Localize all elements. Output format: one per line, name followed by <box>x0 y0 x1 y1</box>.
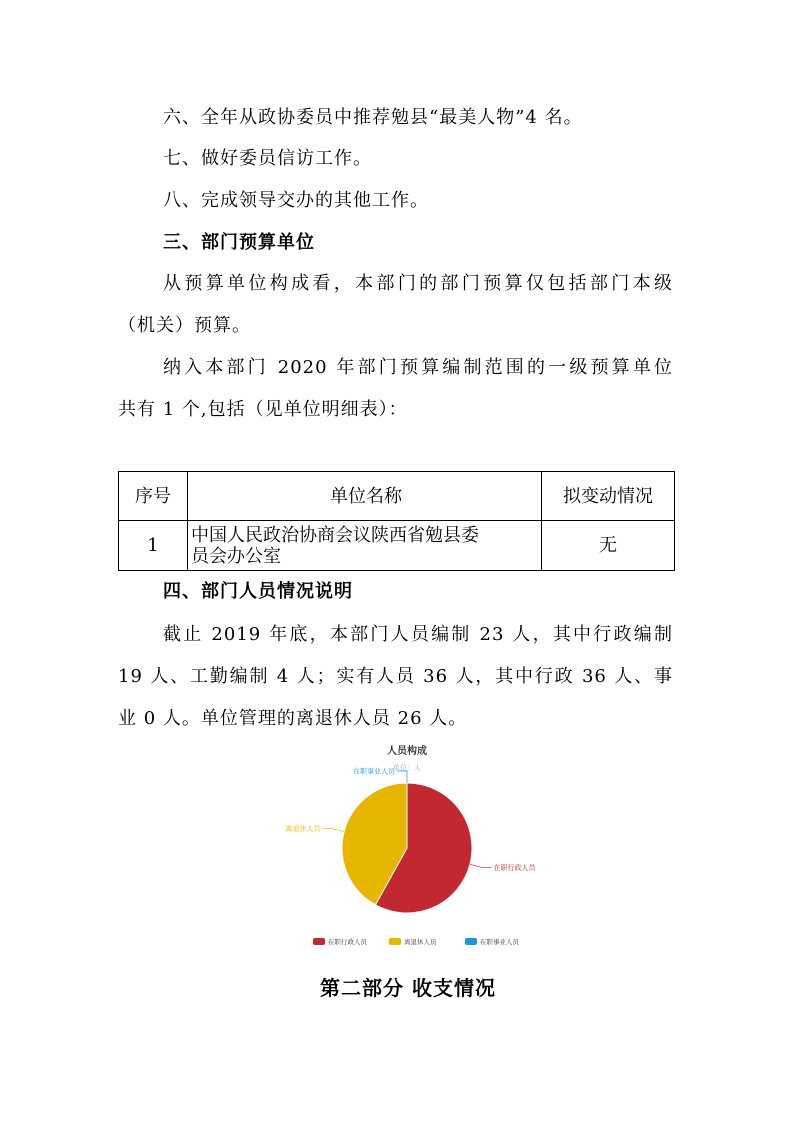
section-4-line3: 业 0 人。单位管理的离退休人员 26 人。 <box>118 708 468 729</box>
pie-slices <box>342 783 472 913</box>
pie-label-leader <box>397 771 407 783</box>
row-unit-name <box>188 521 542 571</box>
legend-label: 离退休人员 <box>404 938 437 946</box>
unit-detail-table <box>118 471 675 571</box>
unit-name-line1: 中国人民政治协商会议陕西省勉县委 <box>191 524 479 546</box>
pie-label-leader <box>322 829 344 832</box>
item-8-text: 八、完成领导交办的其他工作。 <box>163 190 429 211</box>
pie-label: 离退休人员 <box>285 825 321 834</box>
chart-subtitle: 单位：人 <box>393 764 421 772</box>
legend-swatch <box>313 938 325 945</box>
section-3-para2-line1: 纳入本部门 2020 年部门预算编制范围的一级预算单位 <box>163 357 673 378</box>
section-4-line2: 19 人、工勤编制 4 人；实有人员 36 人，其中行政 36 人、事 <box>118 666 673 687</box>
section-4-heading: 四、部门人员情况说明 <box>163 581 353 602</box>
legend-label: 在职行政人员 <box>328 938 367 946</box>
staff-composition-pie-chart <box>270 740 550 956</box>
legend-swatch <box>389 938 401 945</box>
header-index: 序号 <box>119 472 188 521</box>
header-unit-name: 单位名称 <box>188 472 542 521</box>
chart-legend <box>313 937 520 946</box>
section-3-para1-line2: （机关）预算。 <box>118 315 251 336</box>
table-row <box>119 521 675 571</box>
section-3-para1-line1: 从预算单位构成看，本部门的部门预算仅包括部门本级 <box>163 273 673 294</box>
section-3-heading: 三、部门预算单位 <box>163 232 315 253</box>
row-change: 无 <box>542 521 675 571</box>
row-index: 1 <box>119 521 188 571</box>
item-6-text: 六、全年从政协委员中推荐勉县“最美人物”4 名。 <box>163 107 583 128</box>
pie-label-leader <box>470 864 492 867</box>
header-change: 拟变动情况 <box>542 472 675 521</box>
section-4-line1: 截止 2019 年底，本部门人员编制 23 人，其中行政编制 <box>163 624 673 645</box>
table-header-row <box>119 472 675 521</box>
part-2-heading: 第二部分 收支情况 <box>320 976 496 1000</box>
item-7-text: 七、做好委员信访工作。 <box>163 148 372 169</box>
pie-label: 在职行政人员 <box>493 863 536 872</box>
section-3-para2-line2: 共有 1 个,包括（见单位明细表）： <box>118 399 408 420</box>
pie-label: 在职事业人员 <box>353 767 395 776</box>
legend-swatch <box>465 938 477 945</box>
chart-title: 人员构成 <box>387 746 427 757</box>
unit-name-line2: 员会办公室 <box>191 545 281 567</box>
legend-label: 在职事业人员 <box>480 938 519 946</box>
